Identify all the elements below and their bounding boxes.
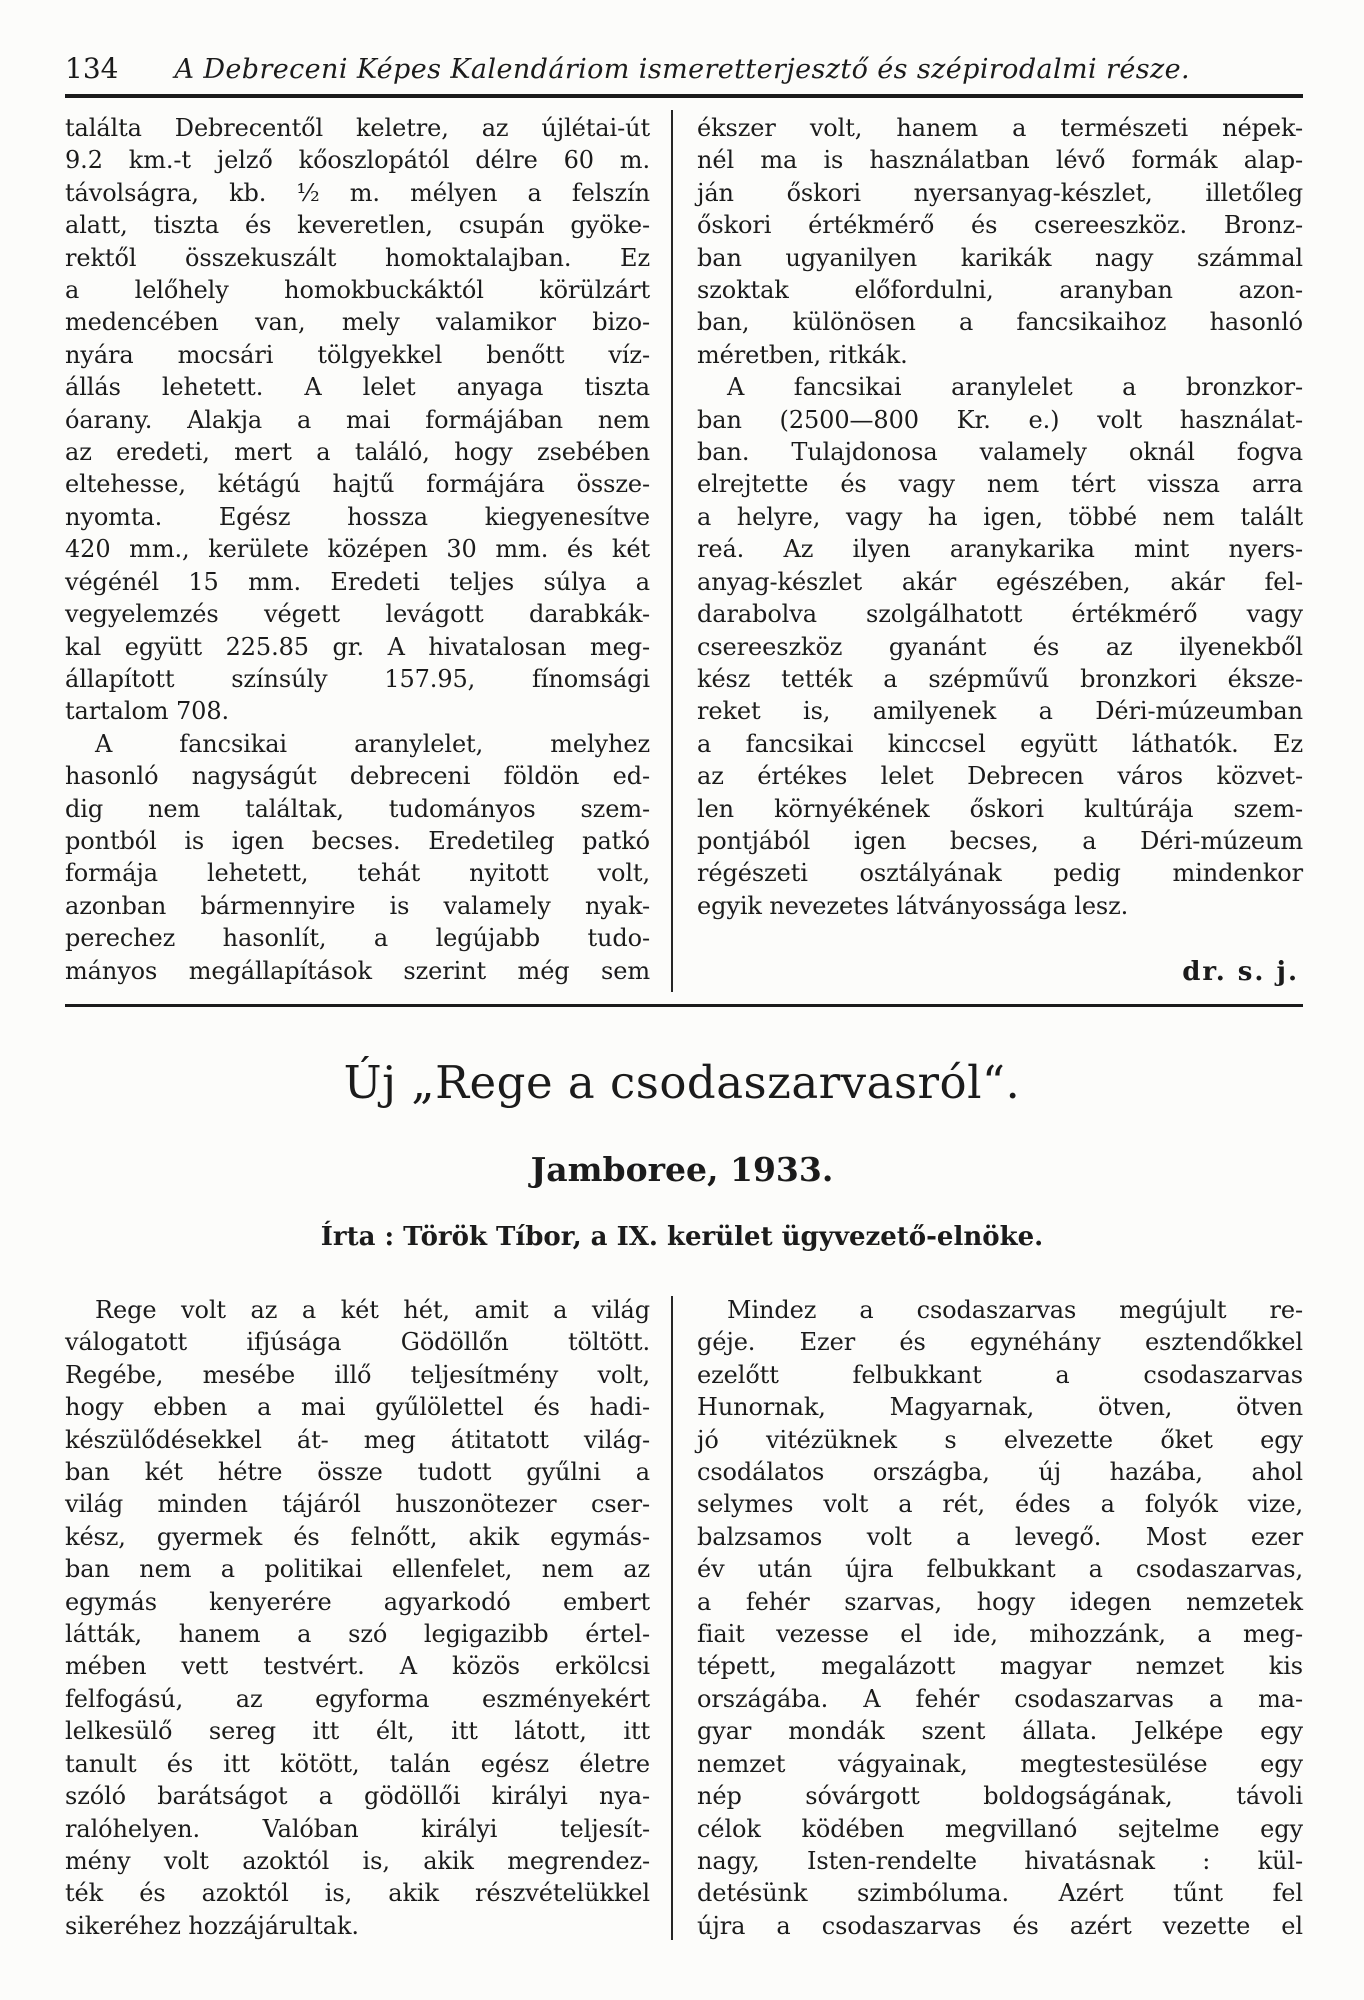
- text-line: látták, hanem a szó legigazibb értel-: [65, 1620, 650, 1649]
- text-line: Hunornak, Magyarnak, ötven, ötven: [697, 1393, 1303, 1422]
- text-line: régészeti osztályának pedig mindenkor: [697, 859, 1303, 888]
- text-line: ján őskori nyersanyag-készlet, illetőleg: [697, 178, 1303, 207]
- text-line: őskori értékmérő és csereeszköz. Bronz-: [697, 211, 1303, 240]
- text-line: Rege volt az a két hét, amit a világ: [95, 1296, 650, 1324]
- text-line: ban ugyanilyen karikák nagy számmal: [697, 243, 1303, 272]
- text-line: pontjából igen becses, a Déri-múzeum: [697, 826, 1303, 855]
- text-line: alatt, tiszta és keveretlen, csupán gyöke-: [65, 211, 650, 240]
- section-divider-rule: [65, 1004, 1303, 1007]
- text-line: reket is, amilyenek a Déri-múzeumban: [697, 697, 1303, 726]
- article1-right-column: [697, 112, 1303, 989]
- page-header: [65, 52, 1303, 85]
- text-line: távolságra, kb. ½ m. mélyen a felszín: [65, 178, 650, 207]
- column-divider-article1: [671, 110, 673, 992]
- text-line: egymás kenyerére agyarkodó embert: [65, 1587, 650, 1616]
- text-line: mény volt azoktól is, akik megrendez-: [65, 1846, 650, 1875]
- article1-right-text: [697, 112, 1303, 922]
- text-line: kész tették a szépművű bronzkori éksze-: [697, 664, 1303, 693]
- text-line: nemzet vágyainak, megtestesülése egy: [697, 1749, 1303, 1778]
- text-line: vegyelemzés végett levágott darabkák-: [65, 600, 650, 629]
- text-line: a helyre, vagy ha igen, többé nem talált: [697, 502, 1303, 531]
- text-line: ékszer volt, hanem a természeti népek-: [697, 114, 1303, 142]
- text-line: medencében van, mely valamikor bizo-: [65, 308, 650, 337]
- text-line: ezelőtt felbukkant a csodaszarvas: [697, 1360, 1303, 1389]
- article2-right-column: [697, 1294, 1303, 1942]
- text-line: azonban bármennyire is valamely nyak-: [65, 891, 650, 920]
- text-line: ban. Tulajdonosa valamely oknál fogva: [697, 438, 1303, 467]
- text-line: készülődésekkel át- meg átitatott világ-: [65, 1425, 650, 1454]
- text-line: csereeszköz gyanánt és az ilyenekből: [697, 632, 1303, 661]
- text-line: mányos megállapítások szerint még sem: [65, 956, 650, 985]
- text-line: ban két hétre össze tudott gyűlni a: [65, 1458, 650, 1487]
- text-line: egyik nevezetes látványossága lesz.: [697, 891, 1129, 920]
- text-line: selymes volt a rét, édes a folyók vize,: [697, 1490, 1303, 1519]
- text-line: végénél 15 mm. Eredeti teljes súlya a: [65, 567, 650, 596]
- text-line: a fehér szarvas, hogy idegen nemzetek: [697, 1587, 1303, 1616]
- text-line: felfogású, az egyforma eszményekért: [65, 1684, 650, 1713]
- text-line: méretben, ritkák.: [697, 340, 908, 369]
- text-line: tartalom 708.: [65, 697, 230, 726]
- text-line: újra a csodaszarvas és azért vezette el: [697, 1911, 1303, 1940]
- text-line: nél ma is használatban lévő formák alap-: [697, 146, 1303, 175]
- text-line: ban, különösen a fancsikaihoz hasonló: [697, 308, 1303, 337]
- journal-header-title: A Debreceni Képes Kalendáriom ismeretterjesztő és szépirodalmi része.: [174, 54, 1190, 85]
- text-line: országába. A fehér csodaszarvas a ma-: [697, 1684, 1303, 1713]
- text-line: rektől összekuszált homoktalajban. Ez: [65, 243, 650, 272]
- text-line: mében vett testvért. A közös erkölcsi: [65, 1652, 650, 1681]
- text-line: világ minden tájáról huszonötezer cser-: [65, 1490, 650, 1519]
- text-line: A fancsikai aranylelet, melyhez: [95, 729, 650, 758]
- text-line: pontból is igen becses. Eredetileg patkó: [65, 826, 650, 855]
- text-line: 420 mm., kerülete középen 30 mm. és két: [65, 535, 650, 564]
- text-line: eltehesse, kétágú hajtű formájára össze-: [65, 470, 650, 499]
- text-line: balzsamos volt a levegő. Most ezer: [697, 1522, 1303, 1551]
- text-line: géje. Ezer és egynéhány esztendőkkel: [697, 1328, 1303, 1357]
- header-rule: [65, 94, 1303, 98]
- text-line: nép sóvárgott boldogságának, távoli: [697, 1782, 1303, 1811]
- text-line: formája lehetett, tehát nyitott volt,: [65, 859, 650, 888]
- text-line: célok ködében megvillanó sejtelme egy: [697, 1814, 1303, 1843]
- text-line: csodálatos országba, új hazába, ahol: [697, 1458, 1303, 1487]
- text-line: hogy ebben a mai gyűlölettel és hadi-: [65, 1393, 650, 1422]
- text-line: kal együtt 225.85 gr. A hivatalosan meg-: [65, 632, 650, 661]
- text-line: állapított színsúly 157.95, fínomsági: [65, 664, 650, 693]
- text-line: anyag-készlet akár egészében, akár fel-: [697, 567, 1303, 596]
- page-number: 134: [65, 52, 119, 85]
- article2-subtitle: Jamboree, 1933.: [530, 1150, 834, 1189]
- text-line: gyar mondák szent állata. Jelképe egy: [697, 1717, 1303, 1746]
- text-line: reá. Az ilyen aranykarika mint nyers-: [697, 535, 1303, 564]
- text-line: nyára mocsári tölgyekkel benőtt víz-: [65, 340, 650, 369]
- article2-title: Új „Rege a csodaszarvasról“.: [343, 1056, 1021, 1109]
- text-line: Mindez a csodaszarvas megújult re-: [727, 1296, 1303, 1324]
- article2-left-column: [65, 1294, 650, 1942]
- text-line: lelkesülő sereg itt élt, itt látott, itt: [65, 1717, 650, 1746]
- text-line: válogatott ifjúsága Gödöllőn töltött.: [65, 1328, 650, 1357]
- text-line: fiait vezesse el ide, mihozzánk, a meg-: [697, 1620, 1303, 1649]
- text-line: találta Debrecentől keletre, az újlétai-út: [65, 114, 650, 142]
- text-line: detésünk szimbóluma. Azért tűnt fel: [697, 1879, 1303, 1908]
- text-line: a lelőhely homokbuckáktól körülzárt: [65, 276, 650, 305]
- text-line: szoktak előfordulni, aranyban azon-: [697, 276, 1303, 305]
- text-line: ték és azoktól is, akik részvételükkel: [65, 1879, 650, 1908]
- text-line: Regébe, mesébe illő teljesítmény volt,: [65, 1360, 650, 1389]
- text-line: az értékes lelet Debrecen város közvet-: [697, 762, 1303, 791]
- article2-byline: Írta : Török Tíbor, a IX. kerület ügyvezető-elnöke.: [320, 1222, 1044, 1252]
- text-line: ban (2500—800 Kr. e.) volt használat-: [697, 405, 1303, 434]
- text-line: 9.2 km.-t jelző kőoszlopától délre 60 m.: [65, 146, 650, 175]
- text-line: állás lehetett. A lelet anyaga tiszta: [65, 373, 650, 402]
- article1-left-column: [65, 112, 650, 987]
- text-line: szóló barátságot a gödöllői királyi nya-: [65, 1782, 650, 1811]
- text-line: év után újra felbukkant a csodaszarvas,: [697, 1555, 1303, 1584]
- text-line: ban nem a politikai ellenfelet, nem az: [65, 1555, 650, 1584]
- text-line: nagy, Isten-rendelte hivatásnak : kül-: [697, 1846, 1303, 1875]
- text-line: perechez hasonlít, a legújabb tudo-: [65, 924, 650, 953]
- text-line: tépett, megalázott magyar nemzet kis: [697, 1652, 1303, 1681]
- text-line: hasonló nagyságút debreceni földön ed-: [65, 762, 650, 791]
- text-line: elrejtette és vagy nem tért vissza arra: [697, 470, 1303, 499]
- text-line: len környékének őskori kultúrája szem-: [697, 794, 1303, 823]
- text-line: a fancsikai kinccsel együtt láthatók. Ez: [697, 729, 1303, 758]
- text-line: kész, gyermek és felnőtt, akik egymás-: [65, 1522, 650, 1551]
- text-line: dig nem találtak, tudományos szem-: [65, 794, 650, 823]
- text-line: óarany. Alakja a mai formájában nem: [65, 405, 650, 434]
- column-divider-article2: [671, 1296, 673, 1940]
- text-line: tanult és itt kötött, talán egész életre: [65, 1749, 650, 1778]
- author-signature: dr. s. j.: [1182, 957, 1299, 988]
- text-line: sikeréhez hozzájárultak.: [65, 1911, 359, 1940]
- text-line: darabolva szolgálhatott értékmérő vagy: [697, 600, 1303, 629]
- text-line: ralóhelyen. Valóban királyi teljesít-: [65, 1814, 650, 1843]
- text-line: A fancsikai aranylelet a bronzkor-: [727, 373, 1303, 402]
- text-line: az eredeti, mert a találó, hogy zsebében: [65, 438, 650, 467]
- text-line: nyomta. Egész hossza kiegyenesítve: [65, 502, 650, 531]
- text-line: jó vitézüknek s elvezette őket egy: [697, 1425, 1303, 1454]
